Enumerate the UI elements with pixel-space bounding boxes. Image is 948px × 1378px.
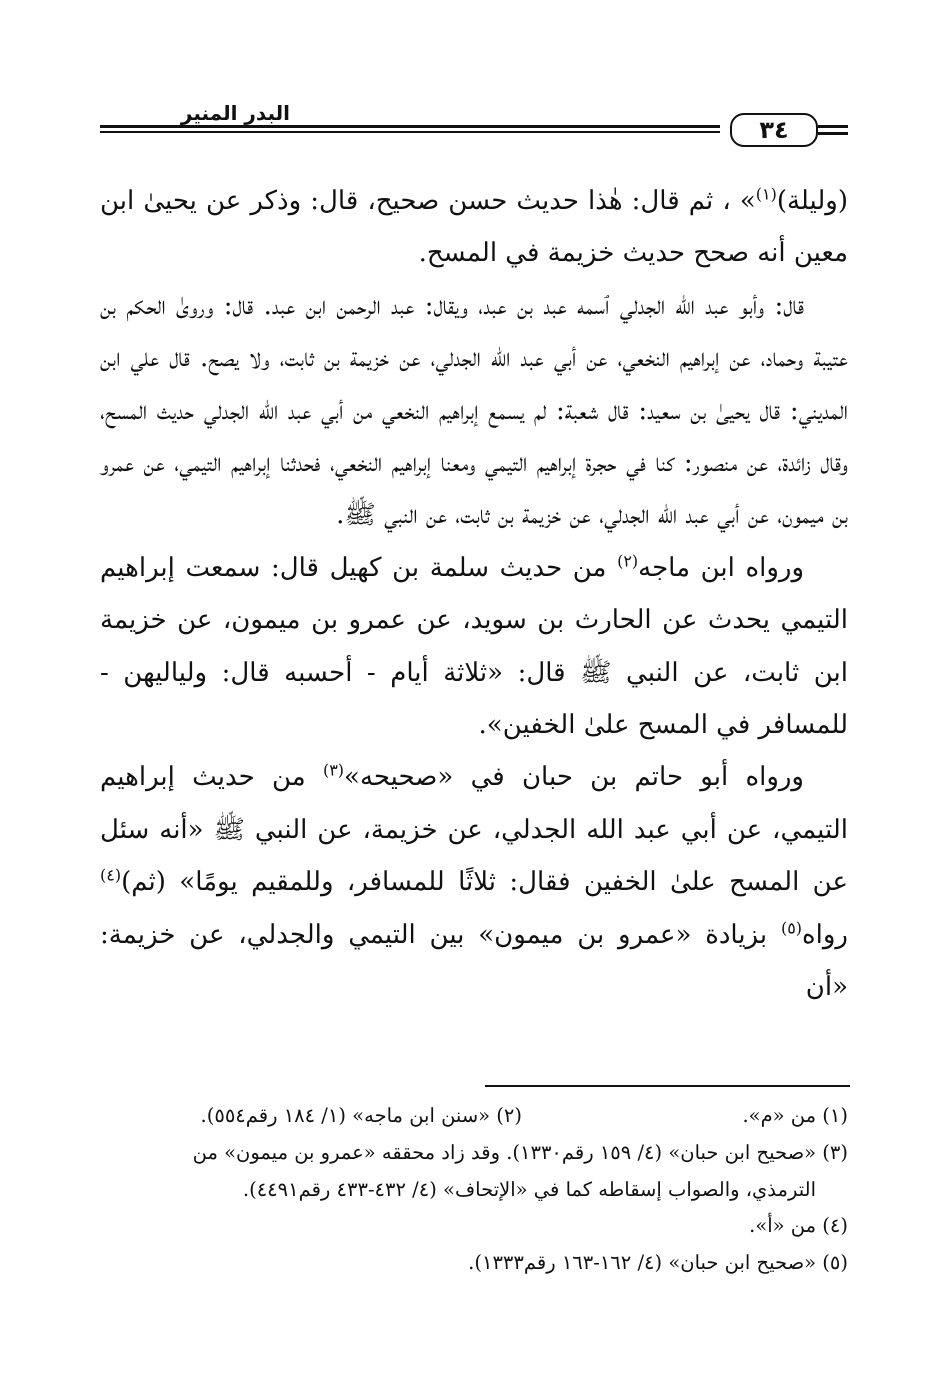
footnote-ref: (٣) <box>322 760 345 780</box>
footnote-ref: (٤) <box>100 865 122 885</box>
footnote-5: (٥) «صحيح ابن حبان» (٤/ ١٦٢-١٦٣ رقم١٣٣٣). <box>468 1251 848 1275</box>
text-run: من حديث إبراهيم التيمي، عن أبي عبد الله الجدلي، عن خزيمة، عن النبي ﷺ «أنه سئل عن المسح علىٰ الخفين فقال: ثلاثًا للمسافر، وللمقيم يومًا» (ثم) <box>100 762 848 898</box>
text-run: » ، ثم قال: هٰذا حديث حسن صحيح، قال: وذكر عن يحيىٰ ابن معين أنه صحح حديث خزيمة في المسح. <box>100 186 848 269</box>
running-title: البدر المنير <box>180 101 290 125</box>
footnote-separator <box>485 1085 850 1087</box>
text-run: من حديث سلمة بن كهيل قال: سمعت إبراهيم التيمي يحدث عن الحارث بن سويد، عن عمرو بن ميمون، عن خزيمة ابن ثابت، عن النبي ﷺ قال: «ثلاثة أيام - أحسبه قال: ولياليهن - للمسافر في المسح علىٰ الخفين». <box>100 552 848 741</box>
header-rule <box>100 125 720 128</box>
footnote-row <box>100 1098 848 1135</box>
page-number: ٣٤ <box>730 113 818 147</box>
paragraph <box>100 542 848 752</box>
footnote-1: (١) من «م». <box>742 1104 848 1127</box>
footnote-ref: (١) <box>755 184 777 204</box>
text-run: بزيادة «عمرو بن ميمون» بين التيمي والجدلي، عن خزيمة: «أن <box>100 919 848 1003</box>
footnotes <box>100 1098 848 1282</box>
footnote-ref: (٥) <box>780 918 803 938</box>
text-run: (وليلة) <box>776 186 848 216</box>
footnote-ref: (٢) <box>617 551 639 571</box>
running-header <box>100 95 850 145</box>
paragraph <box>100 280 848 542</box>
text-run: ورواه ابن ماجه <box>638 552 804 583</box>
footnote-2: (٢) «سنن ابن ماجه» (١/ ١٨٤ رقم٥٥٤). <box>200 1104 522 1127</box>
header-ornament <box>818 132 848 135</box>
header-ornament <box>818 125 848 128</box>
text-run: رواه <box>802 919 848 950</box>
footnote-3: (٣) «صحيح ابن حبان» (٤/ ١٥٩ رقم١٣٣٠). وقد زاد محققه «عمرو بن ميمون» من <box>192 1140 848 1164</box>
paragraph <box>100 175 848 280</box>
footnote-4: (٤) من «أ». <box>749 1214 848 1238</box>
text-run: ورواه أبو حاتم بن حبان في «صحيحه» <box>344 762 804 793</box>
footnote-3-continuation: الترمذي، والصواب إسقاطه كما في «الإتحاف» (٤/ ٤٣٢-٤٣٣ رقم٤٤٩١). <box>242 1177 816 1201</box>
book-page <box>100 95 850 1355</box>
paragraph <box>100 751 848 1013</box>
text-run: قال: وأبو عبد الله الجدلي ٱسمه عبد بن عبد، ويقال: عبد الرحمن ابن عبد. قال: ورویٰ الحكم بن عتيبة وحماد، عن إبراهيم النخعي، عن أبي عبد الله الجدلي، عن خزيمة بن ثابت، ولا يصح. قال علي ابن المديني: قال يحيىٰ بن سعيد: قال شعبة: لم يسمع إبراهيم النخعي من أبي عبد الله الجدلي حديث المسح، وقال زائدة، عن منصور: كنا في حجرة إبراهيم التيمي ومعنا إبراهيم النخعي، فحدثنا إبراهيم التيمي، عن عمرو بن ميمون، عن أبي عبد الله الجدلي، عن خزيمة بن ثابت، عن النبي ﷺ. <box>100 290 848 531</box>
header-rule <box>100 131 720 133</box>
main-text <box>100 175 848 1014</box>
